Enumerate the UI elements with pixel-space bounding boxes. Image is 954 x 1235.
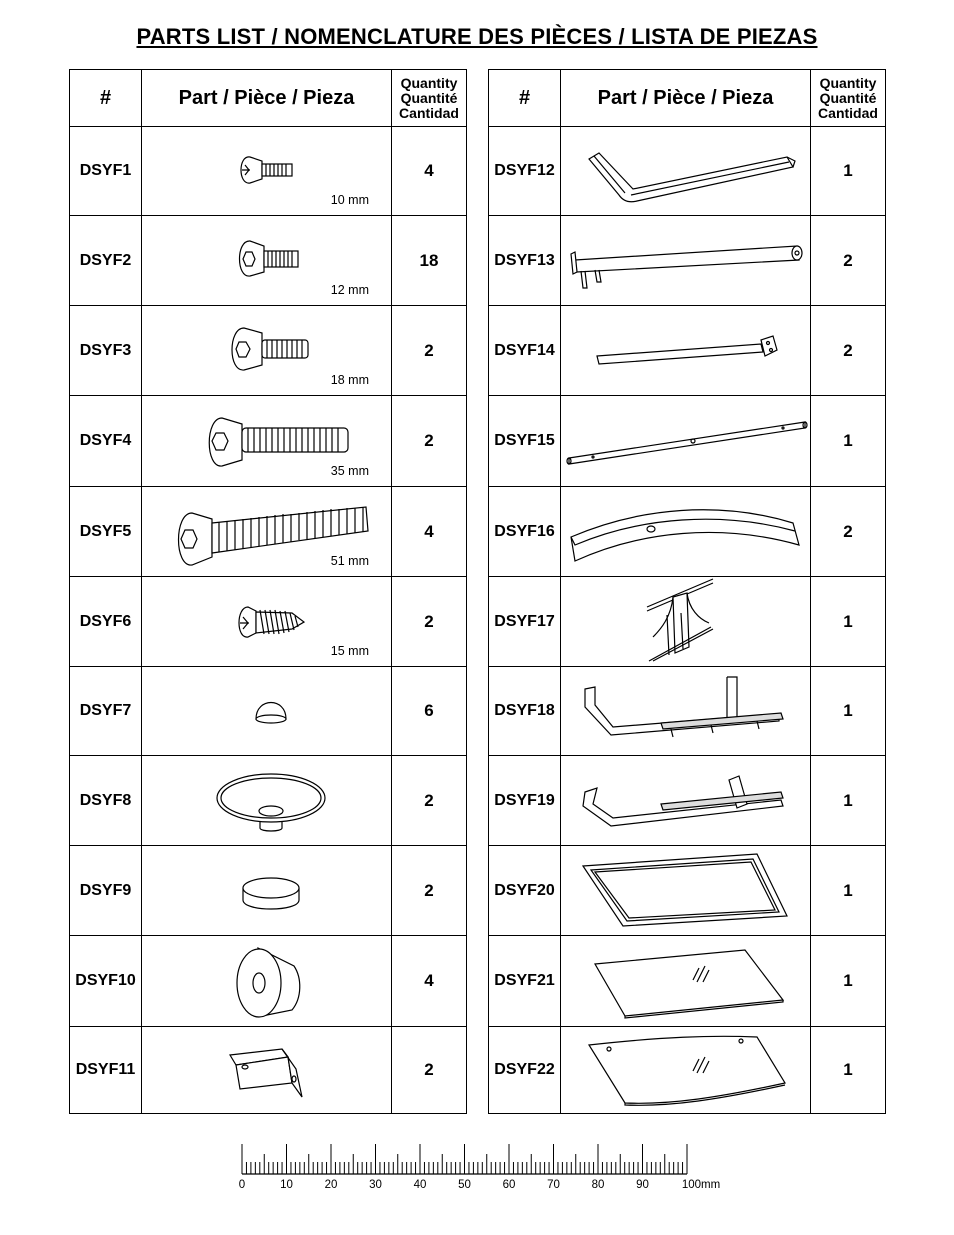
table-row — [489, 846, 886, 936]
table-header-row — [489, 70, 886, 127]
table-row — [489, 936, 886, 1027]
part-code: DSYF12 — [489, 127, 561, 216]
part-quantity: 1 — [811, 667, 886, 756]
table-row — [489, 127, 886, 216]
part-image — [561, 396, 811, 487]
suction-cup-icon — [142, 756, 391, 845]
part-code: DSYF19 — [489, 756, 561, 846]
ruler-label: 10 — [280, 1179, 293, 1191]
part-image — [142, 756, 392, 846]
part-code: DSYF21 — [489, 936, 561, 1027]
part-image — [561, 936, 811, 1027]
part-quantity: 1 — [811, 577, 886, 667]
part-quantity: 4 — [392, 936, 467, 1027]
part-image — [561, 667, 811, 756]
ruler-label: 50 — [458, 1179, 471, 1191]
rod-icon — [561, 396, 810, 486]
part-image — [142, 216, 392, 306]
part-code: DSYF10 — [70, 936, 142, 1027]
part-image — [142, 1027, 392, 1114]
part-quantity: 1 — [811, 756, 886, 846]
header-number: # — [489, 70, 561, 127]
part-quantity: 6 — [392, 667, 467, 756]
part-code: DSYF8 — [70, 756, 142, 846]
ruler-label: 0 — [238, 1179, 246, 1191]
part-code: DSYF11 — [70, 1027, 142, 1114]
part-image — [561, 756, 811, 846]
part-quantity: 2 — [392, 756, 467, 846]
table-row — [70, 396, 467, 487]
header-qty-fr: Quantité — [819, 89, 877, 106]
ruler-label: 90 — [636, 1179, 649, 1191]
part-code: DSYF7 — [70, 667, 142, 756]
part-quantity: 1 — [811, 396, 886, 487]
table-row — [70, 127, 467, 216]
part-code: DSYF13 — [489, 216, 561, 306]
part-quantity: 1 — [811, 936, 886, 1027]
header-part: Part / Pièce / Pieza — [142, 70, 392, 127]
parts-table-left — [69, 69, 467, 1114]
part-quantity: 2 — [392, 396, 467, 487]
table-row — [489, 216, 886, 306]
part-code: DSYF1 — [70, 127, 142, 216]
table-row — [70, 936, 467, 1027]
part-image — [561, 306, 811, 396]
table-row — [489, 1027, 886, 1114]
ruler-label: 70 — [547, 1179, 560, 1191]
part-image — [142, 846, 392, 936]
part-size: 10 mm — [330, 193, 369, 207]
header-part: Part / Pièce / Pieza — [561, 70, 811, 127]
part-image — [561, 846, 811, 936]
parts-table-right — [488, 69, 886, 1114]
part-quantity: 2 — [811, 216, 886, 306]
table-row — [489, 756, 886, 846]
spacer-block-icon — [142, 936, 391, 1026]
part-code: DSYF17 — [489, 577, 561, 667]
part-quantity: 2 — [392, 846, 467, 936]
table-row — [489, 667, 886, 756]
hex-key-icon — [561, 127, 810, 215]
table-row — [70, 756, 467, 846]
part-quantity: 2 — [811, 306, 886, 396]
part-image — [142, 936, 392, 1027]
table-row — [489, 396, 886, 487]
center-bracket-icon — [561, 577, 810, 666]
header-quantity — [392, 70, 467, 127]
part-quantity: 4 — [392, 487, 467, 577]
glass-shelf-icon — [561, 936, 810, 1026]
part-image — [561, 127, 811, 216]
part-code: DSYF14 — [489, 306, 561, 396]
header-quantity — [811, 70, 886, 127]
part-code: DSYF5 — [70, 487, 142, 577]
part-size: 12 mm — [330, 283, 369, 297]
part-size: 18 mm — [330, 373, 369, 387]
ruler-label: 30 — [369, 1179, 382, 1191]
page-title: PARTS LIST / NOMENCLATURE DES PIÈCES / LISTA DE PIEZAS — [136, 24, 818, 49]
part-quantity: 18 — [392, 216, 467, 306]
part-code: DSYF3 — [70, 306, 142, 396]
flat-bar-icon — [561, 306, 810, 395]
table-row — [489, 306, 886, 396]
part-image — [142, 487, 392, 577]
dome-cap-icon — [142, 667, 391, 755]
table-row — [70, 216, 467, 306]
part-image — [142, 306, 392, 396]
part-code: DSYF9 — [70, 846, 142, 936]
part-quantity: 2 — [811, 487, 886, 577]
header-qty-fr: Quantité — [400, 89, 458, 106]
curved-plate-icon — [561, 487, 810, 576]
part-quantity: 4 — [392, 127, 467, 216]
header-qty-en: Quantity — [819, 74, 877, 91]
part-size: 51 mm — [330, 554, 369, 568]
round-pad-icon — [142, 846, 391, 935]
ruler-label: 40 — [413, 1179, 427, 1191]
frame-rail-a-icon — [561, 667, 810, 755]
table-row — [489, 487, 886, 577]
part-code: DSYF18 — [489, 667, 561, 756]
ruler-label: 20 — [324, 1179, 338, 1191]
part-quantity: 2 — [392, 577, 467, 667]
table-header-row — [70, 70, 467, 127]
tube-arm-icon — [561, 216, 810, 305]
header-number: # — [70, 70, 142, 127]
shelf-frame-icon — [561, 846, 810, 935]
header-qty-es: Cantidad — [818, 104, 878, 121]
table-row — [70, 577, 467, 667]
angle-bracket-icon — [142, 1027, 391, 1113]
part-image — [561, 577, 811, 667]
table-row — [70, 846, 467, 936]
curved-glass-icon — [561, 1027, 810, 1113]
part-code: DSYF2 — [70, 216, 142, 306]
part-quantity: 1 — [811, 846, 886, 936]
part-image — [142, 667, 392, 756]
part-code: DSYF20 — [489, 846, 561, 936]
part-size: 35 mm — [330, 464, 369, 478]
header-qty-es: Cantidad — [399, 104, 459, 121]
table-row — [70, 667, 467, 756]
part-code: DSYF4 — [70, 396, 142, 487]
ruler-icon — [236, 1140, 696, 1176]
part-size: 15 mm — [330, 644, 369, 658]
part-image — [142, 396, 392, 487]
frame-rail-b-icon — [561, 756, 810, 845]
part-quantity: 1 — [811, 1027, 886, 1114]
part-quantity: 2 — [392, 1027, 467, 1114]
ruler-label: 60 — [502, 1179, 516, 1191]
part-code: DSYF15 — [489, 396, 561, 487]
table-row — [70, 1027, 467, 1114]
part-quantity: 1 — [811, 127, 886, 216]
part-image — [561, 216, 811, 306]
part-code: DSYF16 — [489, 487, 561, 577]
table-row — [70, 487, 467, 577]
part-code: DSYF22 — [489, 1027, 561, 1114]
part-quantity: 2 — [392, 306, 467, 396]
table-row — [489, 577, 886, 667]
part-image — [561, 487, 811, 577]
ruler-label: 100mm — [681, 1179, 721, 1191]
part-code: DSYF6 — [70, 577, 142, 667]
header-qty-en: Quantity — [400, 74, 458, 91]
ruler-label: 80 — [591, 1179, 605, 1191]
part-image — [142, 577, 392, 667]
part-image — [142, 127, 392, 216]
table-row — [70, 306, 467, 396]
part-image — [561, 1027, 811, 1114]
